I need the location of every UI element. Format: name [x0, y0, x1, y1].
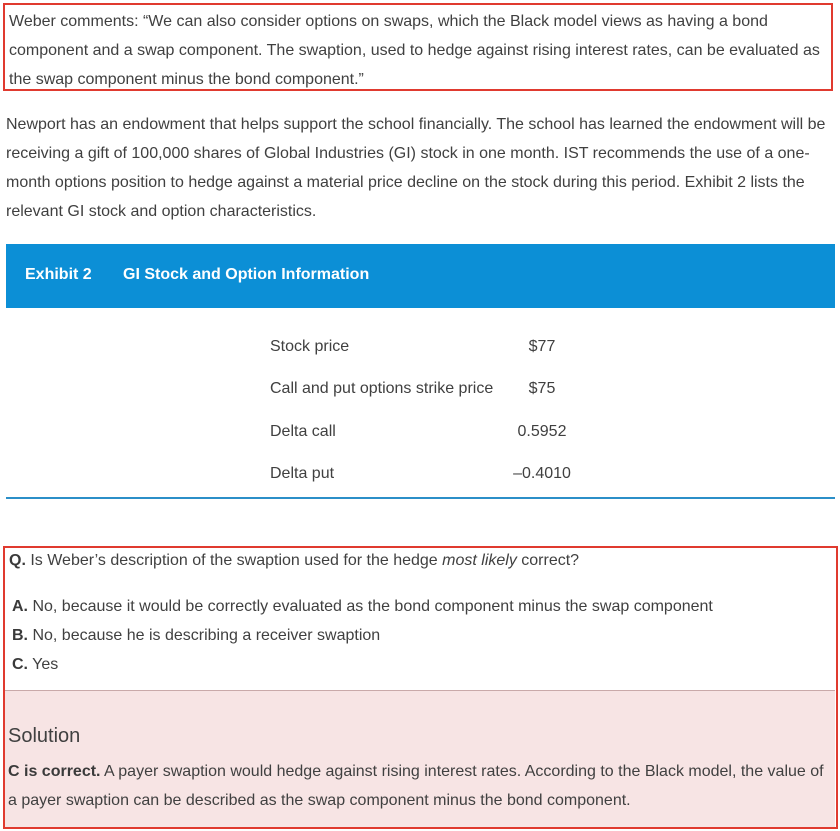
question-prefix: Q.	[9, 552, 26, 569]
exhibit-header	[6, 244, 835, 308]
row-label-strike-price: Call and put options strike price	[270, 380, 494, 397]
option-text: No, because he is describing a receiver swaption	[28, 627, 381, 644]
intro-paragraph: Newport has an endowment that helps support the school financially. The school has learned the endowment will be receiving a gift of 100,000 shares of Global Industries (GI) stock in one month. IST recommends the use of a one-month options position to hedge against a material price decline on the stock during this period. Exhibit 2 lists the relevant GI stock and option characteristics.	[6, 116, 826, 220]
row-value-delta-call: 0.5952	[517, 423, 567, 440]
solution-explanation: A payer swaption would hedge against rising interest rates. According to the Black model, the value of a payer swaption can be described as the swap component minus the bond component.	[8, 763, 824, 809]
row-value-strike-price: $75	[528, 380, 556, 397]
exhibit-number: Exhibit 2	[25, 266, 92, 283]
highlighted-quote-box	[3, 3, 833, 91]
solution-panel	[5, 690, 835, 827]
exhibit-table	[6, 326, 835, 499]
answer-option-b[interactable]	[12, 627, 380, 645]
table-row	[6, 368, 835, 410]
row-value-delta-put: –0.4010	[513, 465, 571, 482]
option-letter: C.	[12, 656, 28, 673]
row-value-stock-price: $77	[528, 338, 556, 355]
option-text: Yes	[28, 656, 59, 673]
option-letter: B.	[12, 627, 28, 644]
exhibit-title: GI Stock and Option Information	[123, 266, 370, 283]
row-label-stock-price: Stock price	[270, 338, 350, 355]
row-label-delta-call: Delta call	[270, 423, 336, 440]
option-text: No, because it would be correctly evaluated as the bond component minus the swap component	[28, 598, 713, 615]
solution-answer-bold: C is correct.	[8, 763, 101, 780]
table-row	[6, 411, 835, 453]
answer-option-c[interactable]	[12, 656, 58, 674]
weber-quote-text: Weber comments: “We can also consider options on swaps, which the Black model views as having a bond component and a swap component. The swaption, used to hedge against rising interest rates, can be evaluated as the swap component minus the bond component.”	[9, 13, 820, 88]
table-row	[6, 453, 835, 495]
option-letter: A.	[12, 598, 28, 615]
question-text-before: Is Weber’s description of the swaption used for the hedge	[25, 552, 443, 569]
solution-heading: Solution	[8, 725, 81, 747]
question-text	[9, 552, 579, 570]
solution-text	[8, 757, 834, 815]
highlighted-question-box	[3, 546, 838, 829]
table-row	[6, 326, 835, 368]
row-label-delta-put: Delta put	[270, 465, 335, 482]
question-text-after: correct?	[516, 552, 580, 569]
answer-option-a[interactable]	[12, 598, 713, 616]
question-text-emphasis: most likely	[442, 552, 517, 569]
